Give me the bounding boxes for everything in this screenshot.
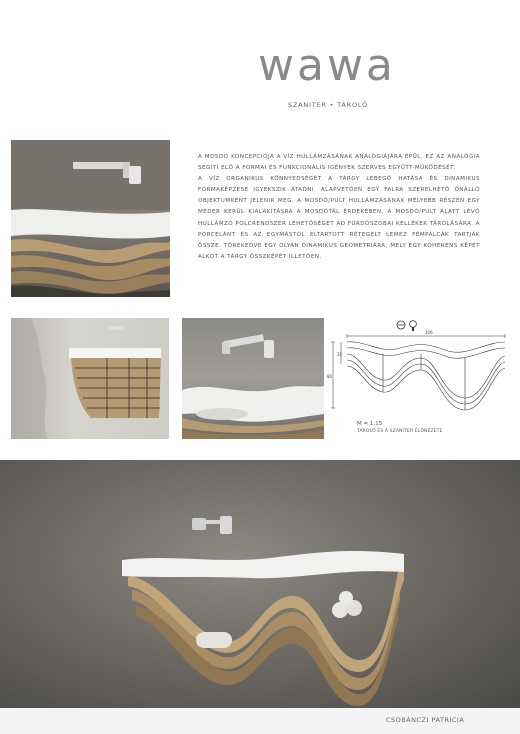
photo-side-view <box>11 318 169 439</box>
page-subtitle: SZANITER • TÁROLÓ <box>288 101 369 109</box>
technical-drawing <box>325 318 515 418</box>
page-title: wawa <box>258 40 396 91</box>
description-paragraph-2: A VÍZ ORGANIKUS KÖNNYEDSÉGÉT A TÁRGY LEBEGŐ HATÁSA ÉS DINAMIKUS FORMAKÉPZÉSE IGYEKSZIK ÁTADNI. ALAPVETŐEN EGY FALRA SZERELHETŐ ÖNÁLLÓ OBJEKTUMKÉNT JELENIK MEG. A MOSDÓ/PULT HULLÁMZÁSÁNAK MÉLYEBB RÉSZÉN EGY MEDER KERÜL KIALAKÍTÁSRA A MOSDÓTÁL ÉRDEKÉBEN. A MOSDÓ/PULT ALATT LÉVŐ HULLÁMZÓ POLCRENDSZER LEHETŐSÉGET AD FÜRDŐSZOBAI KELLÉKEK TÁROLÁSÁRA. A PORCELÁNT ÉS AZ EGYMÁSTÓL ELTARTOTT RÉTEGELT LEMEZ FÉMPÁLCÁK TARTJÁK ÖSSZE. TÖREKEDVE EGY OLYAN DINAMIKUS GEOMETRIÁRA, MELY EGY KOHERENS KÉPET ALKOT A TÁRGY ÖSSZKÉPÉT ILLETŐEN. <box>198 176 480 260</box>
technical-drawing-svg <box>325 318 515 418</box>
drawing-scale: M = 1:15 <box>357 421 383 427</box>
photo-hero-installation-art <box>0 460 520 708</box>
photo-faucet-basin-art <box>182 318 324 439</box>
photo-hero-installation <box>0 460 520 708</box>
photo-closeup-faucet-art <box>11 140 170 297</box>
description-paragraph-1: A MOSDÓ KONCEPCIÓJA A VÍZ HULLÁMZÁSÁNAK ANALÓGIÁJÁRA ÉPÜL. EZ AZ ANALÓGIA SEGÍTI ELŐ A FORMAI ÉS FUNKCIONÁLIS IGÉNYEK SZERVES EGYÜTT-MŰKÖDÉSÉT. <box>198 154 480 172</box>
photo-faucet-basin <box>182 318 324 439</box>
dimension-top-label: 35 <box>337 352 343 357</box>
author-name: CSOBÁNCZI PATRÍCIA <box>386 716 465 724</box>
dimension-height-label: 80 <box>327 374 333 379</box>
description-text <box>198 152 480 263</box>
dimension-width-label: 106 <box>425 330 433 335</box>
drawing-caption: TÁROLÓ ÉS A SZANITER ELŐNÉZETE <box>357 429 443 434</box>
photo-side-view-art <box>11 318 169 439</box>
photo-closeup-faucet <box>11 140 170 297</box>
